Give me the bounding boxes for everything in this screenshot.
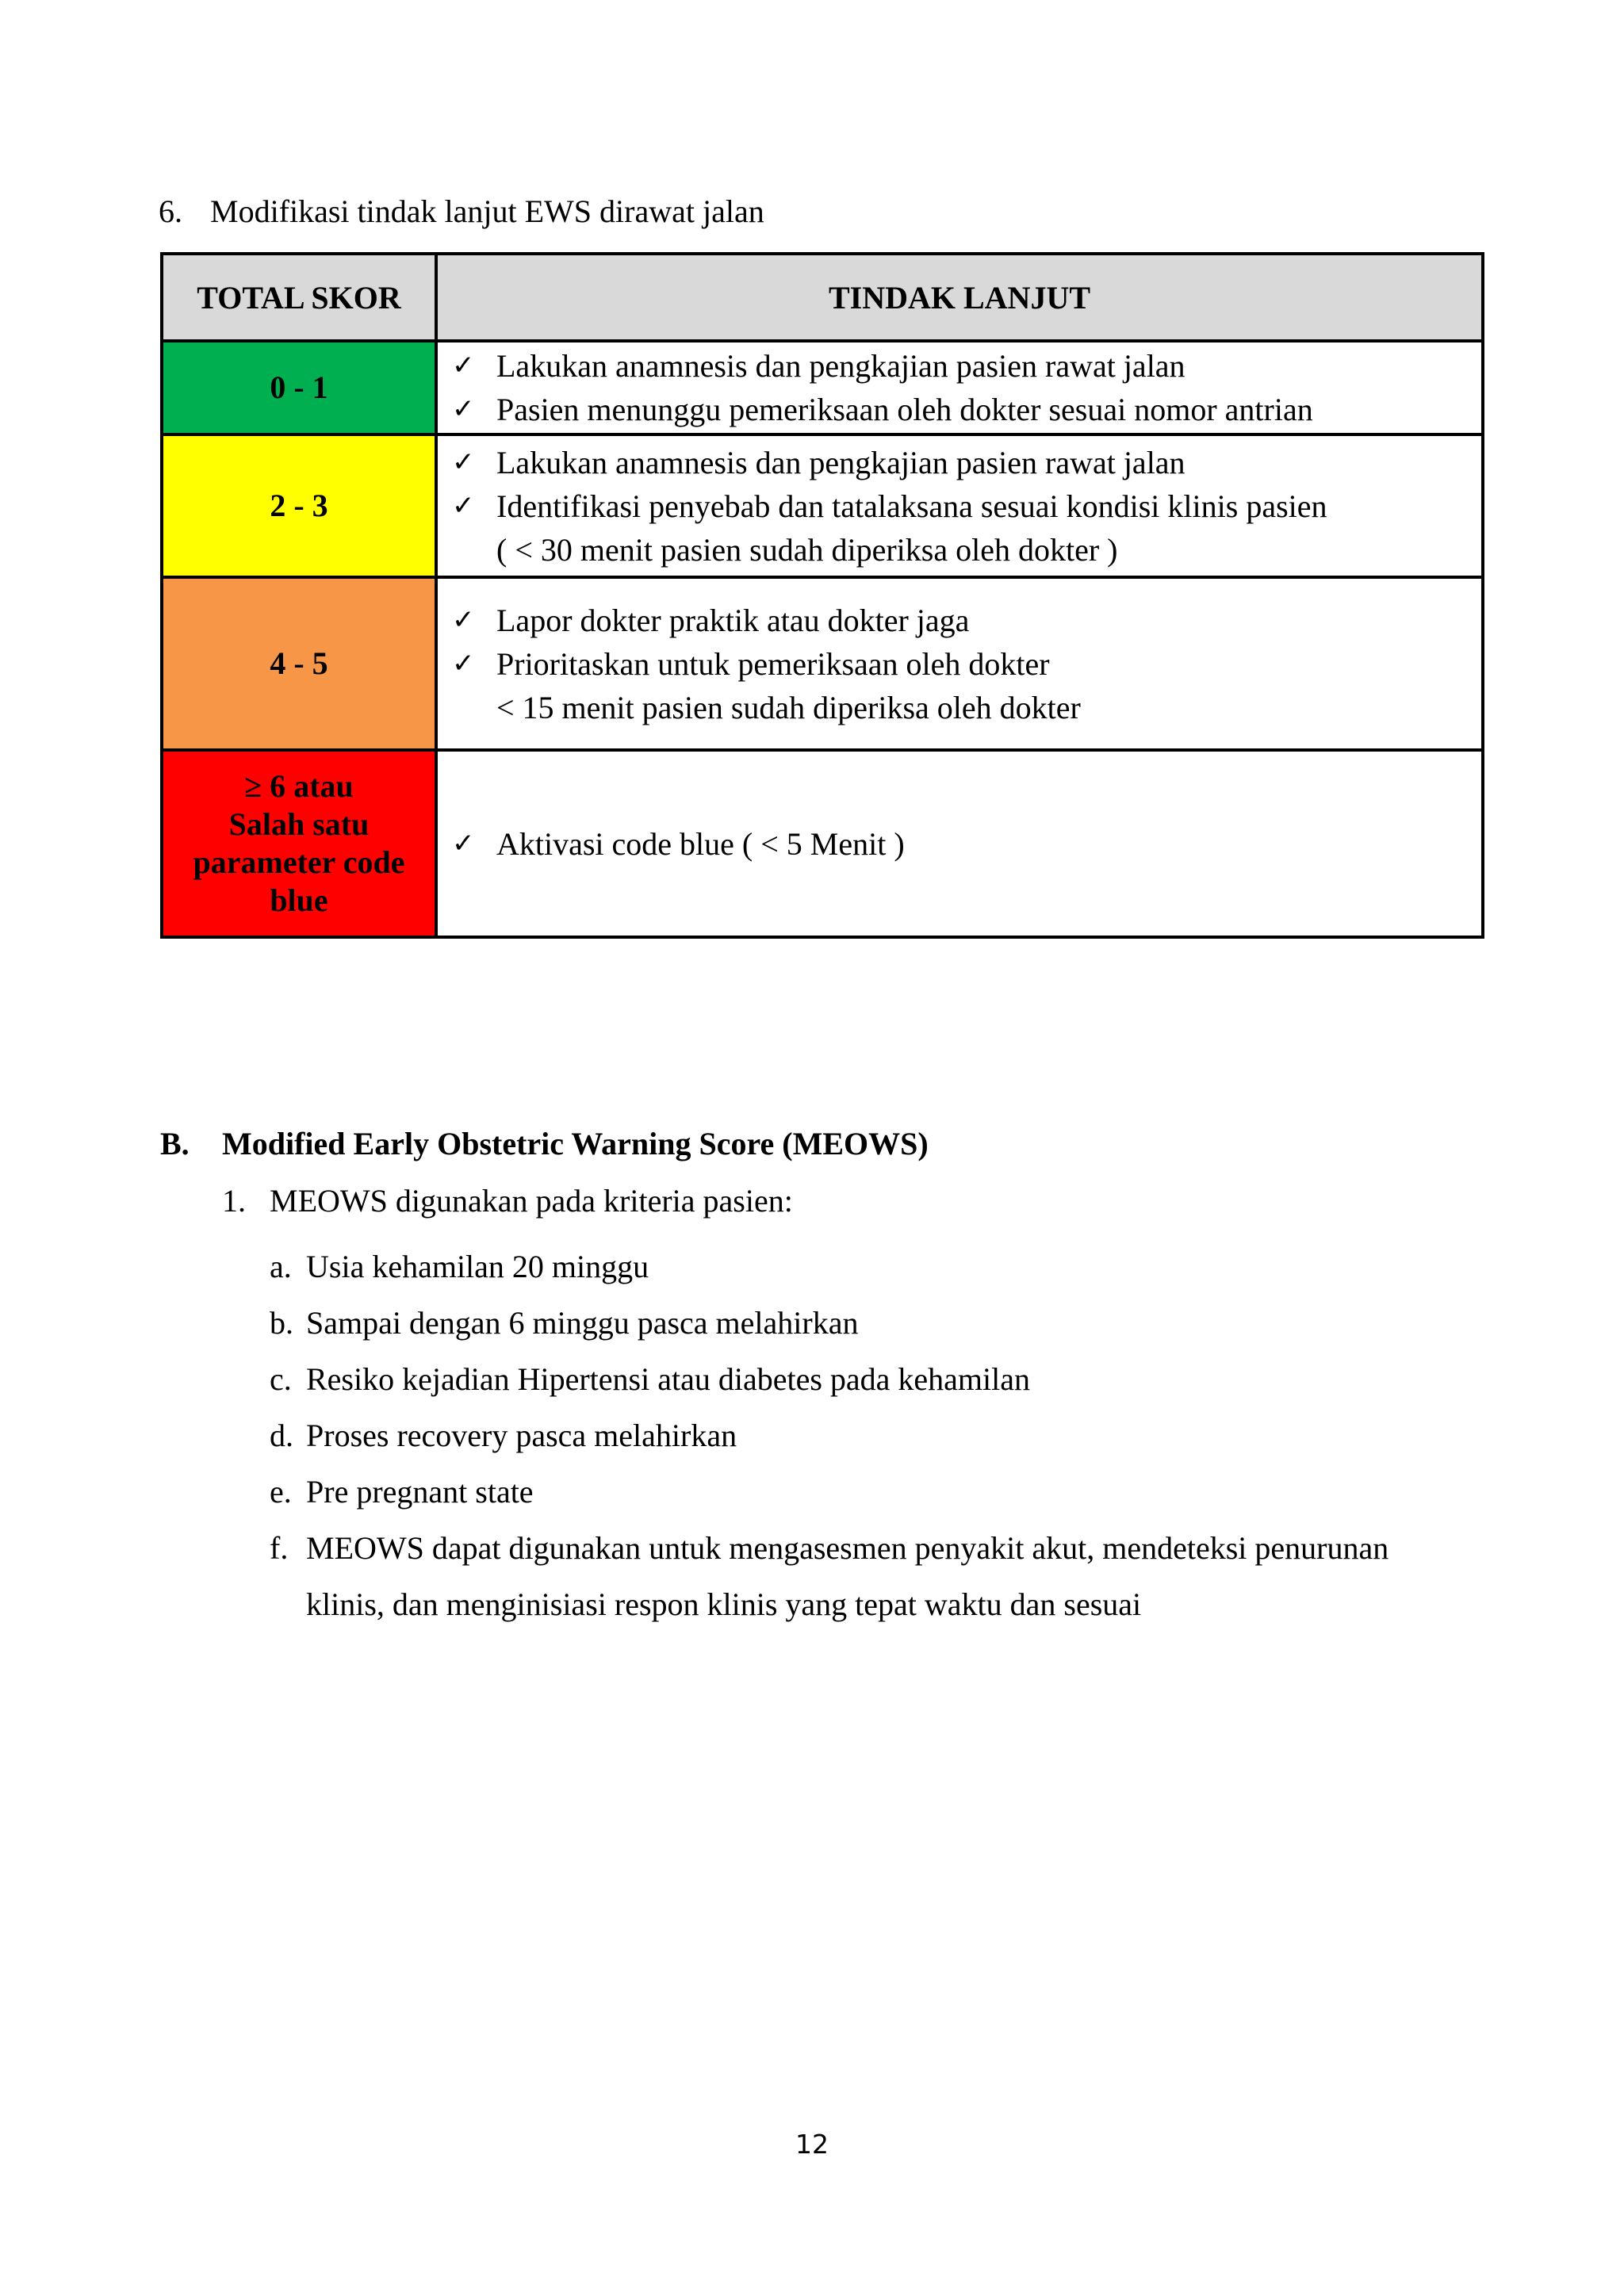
action-item [452,484,1481,528]
action-text: Identifikasi penyebab dan tatalaksana sesuai kondisi klinis pasien [496,488,1327,524]
check-icon: ✓ [452,647,475,679]
list-letter: a. [270,1249,292,1284]
action-item [452,388,1481,431]
action-item [452,642,1481,686]
list-letter: c. [270,1361,292,1397]
list-letter: e. [270,1474,292,1510]
action-item [452,441,1481,484]
action-text: Pasien menunggu pemeriksaan oleh dokter sesuai nomor antrian [496,392,1313,427]
check-icon: ✓ [452,489,475,522]
actions-cell [436,341,1483,434]
list-item [270,1351,1448,1407]
list-letter: d. [270,1418,293,1453]
criteria-list [270,1238,1448,1632]
ews-followup-table [160,252,1484,939]
section-title: Modified Early Obstetric Warning Score (MEOWS) [222,1126,929,1161]
action-text: Lapor dokter praktik atau dokter jaga [496,602,970,638]
list-item [270,1464,1448,1520]
score-cell [162,577,436,750]
actions-cell [436,434,1483,577]
list-text: Pre pregnant state [306,1474,534,1510]
list-item [270,1295,1448,1351]
action-item [452,599,1481,642]
list-item [270,1238,1448,1295]
list-text: Sampai dengan 6 minggu pasca melahirkan [306,1305,859,1341]
list-text: Resiko kejadian Hipertensi atau diabetes pada kehamilan [306,1361,1031,1397]
criteria-number: 1. [222,1183,246,1219]
actions-cell [436,750,1483,937]
table-header-row [162,254,1483,341]
list-item-6 [159,192,764,232]
table-row [162,341,1483,434]
check-icon: ✓ [452,393,475,425]
check-icon: ✓ [452,603,475,636]
section-b-heading [160,1124,929,1164]
section-letter: B. [160,1126,190,1161]
score-cell [162,750,436,937]
score-label-line: parameter code [193,844,405,880]
item-number: 6. [159,193,182,229]
table-row [162,434,1483,577]
action-text: Lakukan anamnesis dan pengkajian pasien rawat jalan [496,444,1185,480]
score-label: 0 - 1 [270,369,328,405]
list-text: MEOWS dapat digunakan untuk mengasesmen penyakit akut, mendeteksi penurunan klinis, dan menginisiasi respon klinis yang tepat waktu dan sesuai [306,1530,1389,1622]
item-text: Modifikasi tindak lanjut EWS dirawat jalan [210,193,764,229]
score-label-line: blue [270,882,328,918]
score-label: 2 - 3 [270,488,328,523]
list-text: Proses recovery pasca melahirkan [306,1418,737,1453]
score-cell [162,341,436,434]
action-text: Prioritaskan untuk pemeriksaan oleh dokter [496,645,1050,682]
criteria-text: MEOWS digunakan pada kriteria pasien: [270,1183,793,1219]
header-total-skor: TOTAL SKOR [162,254,436,341]
table-row [162,577,1483,750]
score-label-line: Salah satu [228,806,370,842]
action-text: Aktivasi code blue ( < 5 Menit ) [496,825,905,862]
check-icon: ✓ [452,827,475,859]
list-item [270,1407,1448,1464]
list-text: Usia kehamilan 20 minggu [306,1249,649,1284]
header-tindak-lanjut: TINDAK LANJUT [436,254,1483,341]
action-continuation: < 15 menit pasien sudah diperiksa oleh dokter [496,689,1081,725]
list-letter: f. [270,1530,289,1566]
table-row [162,750,1483,937]
list-item [270,1520,1448,1632]
criteria-intro [222,1181,793,1221]
action-continuation: ( < 30 menit pasien sudah diperiksa oleh dokter ) [496,531,1118,568]
score-label-line: ≥ 6 atau [244,768,354,804]
page-number: 12 [795,2129,829,2160]
action-text: Lakukan anamnesis dan pengkajian pasien rawat jalan [496,348,1185,384]
actions-cell [436,577,1483,750]
action-item [452,344,1481,388]
check-icon: ✓ [452,446,475,478]
check-icon: ✓ [452,350,475,381]
score-label: 4 - 5 [270,645,328,681]
action-item [452,822,1481,866]
list-letter: b. [270,1305,293,1341]
score-cell [162,434,436,577]
